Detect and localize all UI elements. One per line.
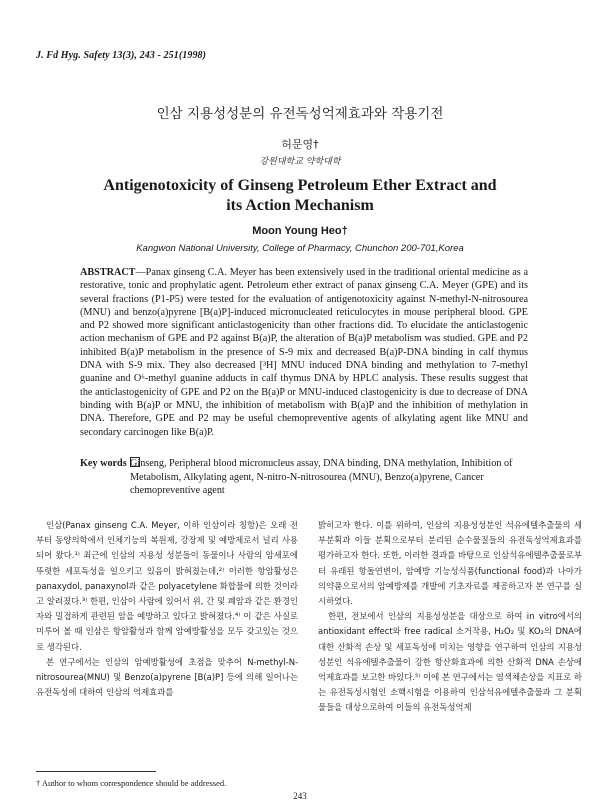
left-column	[36, 518, 298, 700]
abstract	[80, 266, 528, 439]
journal-reference: J. Fd Hyg. Safety 13(3), 243 - 251(1998)	[36, 50, 207, 61]
keywords-label: Key words	[80, 458, 127, 469]
page-number: 243	[293, 791, 307, 801]
keywords-box-icon	[130, 457, 140, 467]
left-paragraph-1: 인삼(Panax ginseng C.A. Meyer, 이하 인삼이라 칭함)은 오래 전부터 동양의학에서 인체기능의 복원제, 강장제 및 예방제로서 널리 사용되어 왔다.¹⁾ 최근에 인삼의 지용성 성분들이 동물이나 사람의 암세포에 뚜렷한 세포독성을 일으키고 있음이 밝혀졌는데,²⁾ 이러한 항암활성은 panaxydol, panaxynol과 같은 polyacetylene 화합물에 의한 것이라고 알려졌다.³⁾ 한편, 인삼이 사람에 있어서 위, 간 및 폐암과 같은 환경인자와 밀접하게 관련된 암을 예방하고 있다고 밝혀졌다.⁴⁾ 이 같은 사실로 미루어 볼 때 인삼은 항암활성과 함께 암예방활성을 모두 갖고있는 것으로 생각된다.	[36, 520, 298, 652]
right-column	[318, 518, 582, 716]
english-title-line-2: its Action Mechanism	[226, 197, 374, 214]
english-title	[0, 176, 600, 216]
korean-affiliation: 강원대학교 약학대학	[259, 157, 341, 167]
english-author: Moon Young Heo†	[252, 225, 348, 237]
right-paragraph-1: 밝히고자 한다. 이를 위하여, 인삼의 지용성성분인 석유에텔추출물의 세부분획과 이들 분획으로부터 분리된 순수물질들의 유전독성억제효과를 평가하고자 한다. 또한, 이러한 결과를 바탕으로 인삼석유에텔추출물로부터 유래된 항돌연변이, 암예방 기능성식품(functional food)과 나아가 의약품으로서의 암예방제를 개발에 기초자료를 제공하고자 본 연구를 실시하였다.	[318, 520, 583, 607]
footnote: † Author to whom correspondence should be addressed.	[36, 778, 227, 788]
left-paragraph-2: 본 연구에서는 인삼의 암예방활성에 초점을 맞추어 N-methyl-N-nitrosourea(MNU) 및 Benzo(a)pyrene [B(a)P] 등에 의해 일어나는 유전독성에 대하여 인삼의 억제효과를	[36, 656, 298, 698]
english-affiliation: Kangwon National University, College of Pharmacy, Chunchon 200-701,Korea	[136, 243, 464, 254]
keywords	[80, 457, 528, 498]
korean-author: 허문영†	[281, 138, 319, 151]
keywords-text: Ginseng, Peripheral blood micronucleus assay, DNA binding, DNA methylation, Inhibition of Metabolism, Alkylating agent, N-nitro-N-nitrosourea (MNU), Benzo(a)pyrene, Cancer chemopreventive agent	[130, 458, 513, 497]
footnote-divider	[36, 771, 156, 772]
abstract-label: ABSTRACT	[80, 267, 136, 278]
right-paragraph-2: 한편, 전보에서 인삼의 지용성성분을 대상으로 하여 in vitro에서의 antioxidant effect와 free radical 소거작용, H₂O₂ 및 KO₂의 DNA에 대한 산화적 손상 및 세포독성에 미치는 영향을 연구하여 인삼의 지용성성분인 석유에텔추출물이 강한 항산화효과에 의한 산화적 DNA 손상에 억제효과를 보고한 바있다.⁵⁾ 이에 본 연구에서는 염색체손상을 지표로 하는 유전독성시험인 소핵시험을 이용하여 인삼석유에텔추출물과 그 분획물들을 대상으로하여 이들의 유전독성억제	[318, 611, 582, 713]
abstract-body: —Panax ginseng C.A. Meyer has been extensively used in the traditional oriental medicine as a restorative, tonic and prophylatic agent. Petroleum ether extract of panax ginseng C.A. Meyer (GPE) and its several fractions (P1-P5) were tested for the evaluation of antigenotoxicity against N-methyl-N-nitrosourea (MNU) and benzo(a)pyrene [B(a)P]-induced micronucleated reticulocytes in mouse peripheral blood. GPE and P2 showed more significant anticlastogenicity than other fractions did. To elucidate the anticlastogenic action mechanism of GPE and P2 against B(a)P, the alteration of B(a)P metabolism was studied. GPE and P2 inhibited B(a)P metabolism in the presence of S-9 mix and decreased B(a)P-DNA binding in calf thymus DNA with S-9 mix. They also decreased [³H] MNU induced DNA binding and methylation to 7-methyl guanine and O⁶-methyl guanine adducts in calf thymus DNA by HPLC analysis. These results suggest that the anticlastogenicity of GPE and P2 on the B(a)P or MNU-induced clastogenicity is due to decrease of DNA binding with B(a)P or MNU, the inhibition of metabolism with B(a)P and the inhibition of methylation in DNA. Therefore, GPE and P2 may be useful chemopreventive agents of alkylating agent like MNU and secondary carcinogen like B(a)P.	[80, 267, 528, 438]
keywords-head	[80, 457, 140, 471]
english-title-line-1: Antigenotoxicity of Ginseng Petroleum Ether Extract and	[103, 177, 497, 194]
korean-title: 인삼 지용성성분의 유전독성억제효과와 작용기전	[156, 106, 444, 122]
